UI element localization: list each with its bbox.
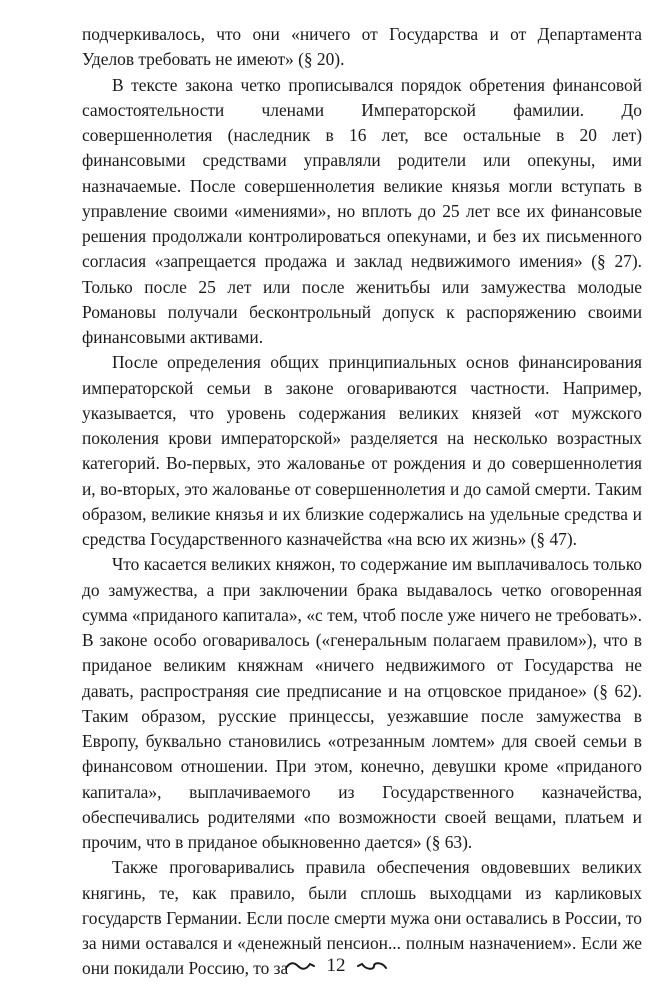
paragraph-4: Что касается великих княжон, то содержание им выплачивалось только до замужества, а при заключении брака выдавалось четко оговоренная сумма «приданого капитала», «с тем, чтоб после уже ничего не требовать». В законе особо оговаривалось («генеральным полагаем правилом»), что в приданое великим княжнам «ничего недвижимого от Государства не давать, распространяя сие предписание и на отцовское приданое» (§ 62). Таким образом, русские принцессы, уезжавшие после замужества в Европу, буквально становились «отрезанным ломтем» для своей семьи в финансовом отношении. При этом, конечно, девушки кроме «приданого капитала», выплачиваемого из Государственного казначейства, обеспечивались родителями «по возможности своей вещами, платьем и прочим, что в приданое обыкновенно дается» (§ 63). xyxy=(82,554,642,852)
paragraph-3: После определения общих принципиальных основ финансирования императорской семьи в законе оговариваются частности. Например, указывается, что уровень содержания великих князей «от мужского поколения крови императорской» разделяется на несколько возрастных категорий. Во-первых, это жалованье от рождения и до совершеннолетия и, во-вторых, это жалованье от совершеннолетия и до самой смерти. Таким образом, великие князья и их близкие содержались на удельные средства и средства Государственного казначейства «на всю их жизнь» (§ 47). xyxy=(82,352,642,549)
ornament-left-icon xyxy=(284,960,316,972)
paragraph-1: подчеркивалось, что они «ничего от Государства и от Департамента Уделов требовать не имеют» (§ 20). xyxy=(82,24,642,70)
ornament-right-icon xyxy=(356,960,388,972)
page-number: 12 xyxy=(326,954,346,976)
page-text-block xyxy=(82,22,642,982)
page-footer xyxy=(0,954,672,977)
paragraph-5: Также проговаривались правила обеспечения овдовевших великих княгинь, те, как правило, были сплошь выходцами из карликовых государств Германии. Если после смерти мужа они оставались в России, то за ними оставался и «денежный пенсион... полным назначением». Если же они покидали Россию, то за xyxy=(82,857,642,979)
paragraph-2: В тексте закона четко прописывался порядок обретения финансовой самостоятельности членами Императорской фамилии. До совершеннолетия (наследник в 16 лет, все остальные в 20 лет) финансовыми средствами управляли родители или опекуны, ими назначаемые. После совершеннолетия великие князья могли вступать в управление своими «имениями», но вплоть до 25 лет все их финансовые решения продолжали контролироваться опекунами, и без их письменного согласия «запрещается продажа и заклад недвижимого имения» (§ 27). Только после 25 лет или после женитьбы или замужества молодые Романовы получали бесконтрольный допуск к распоряжению своими финансовыми активами. xyxy=(82,74,642,347)
